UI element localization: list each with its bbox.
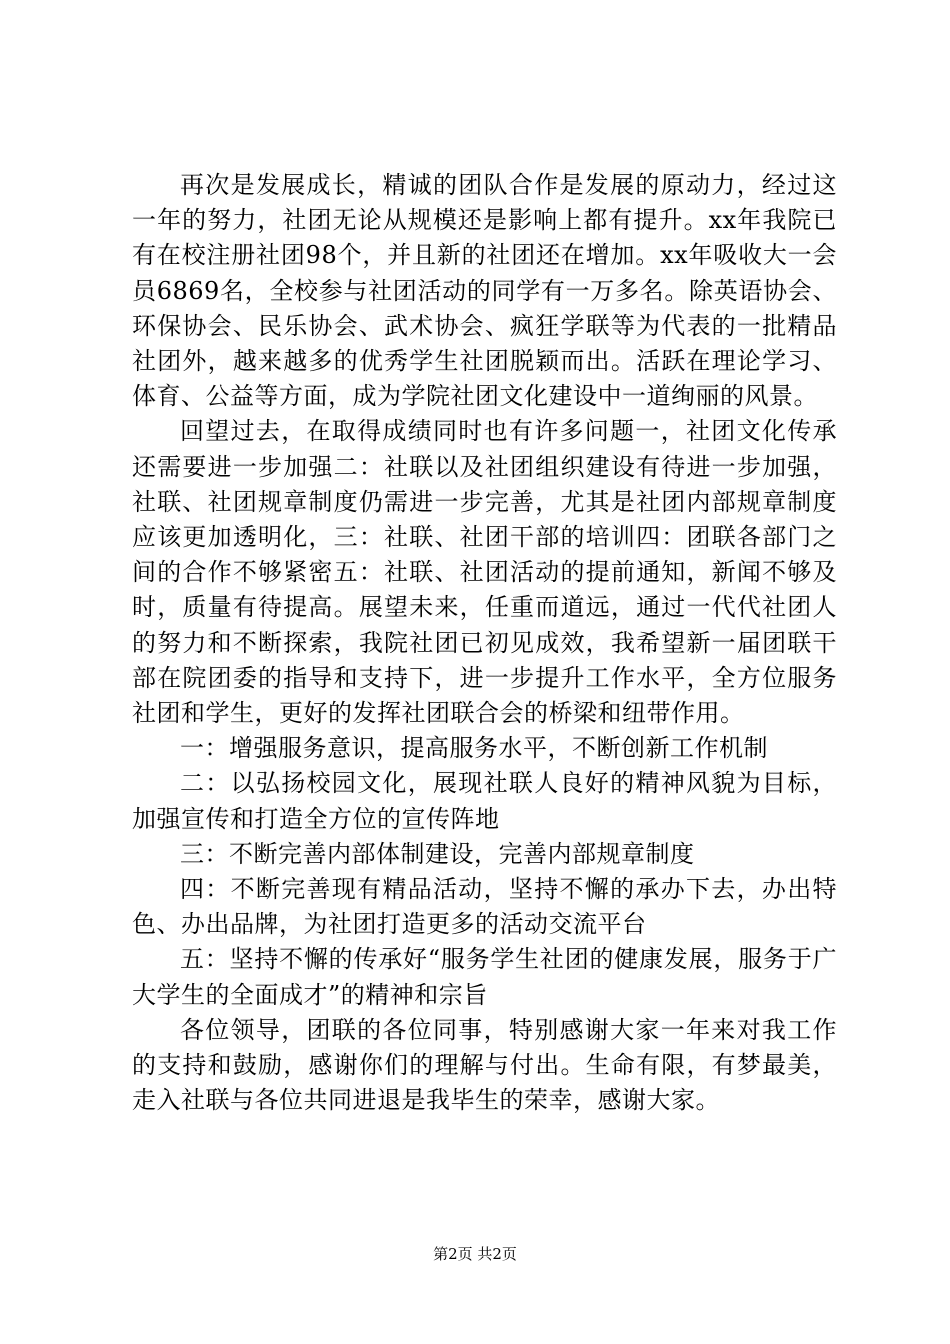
plan-item-four: 四：不断完善现有精品活动，坚持不懈的承办下去，办出特色、办出品牌，为社团打造更多的活动交流平台	[132, 875, 837, 939]
paragraph-growth: 再次是发展成长，精诚的团队合作是发展的原动力，经过这一年的努力，社团无论从规模还是影响上都有提升。xx年我院已有在校注册社团98个，并且新的社团还在增加。xx年吸收大一会员6869名，全校参与社团活动的同学有一万多名。除英语协会、环保协会、民乐协会、武术协会、疯狂学联等为代表的一批精品社团外，越来越多的优秀学生社团脱颖而出。活跃在理论学习、体育、公益等方面，成为学院社团文化建设中一道绚丽的风景。	[132, 171, 837, 411]
paragraph-review: 回望过去，在取得成绩同时也有许多问题一，社团文化传承还需要进一步加强二：社联以及社团组织建设有待进一步加强，社联、社团规章制度仍需进一步完善，尤其是社团内部规章制度应该更加透明化，三：社联、社团干部的培训四：团联各部门之间的合作不够紧密五：社联、社团活动的提前通知，新闻不够及时，质量有待提高。展望未来，任重而道远，通过一代代社团人的努力和不断探索，我院社团已初见成效，我希望新一届团联干部在院团委的指导和支持下，进一步提升工作水平，全方位服务社团和学生，更好的发挥社团联合会的桥梁和纽带作用。	[132, 417, 837, 728]
page-number-footer: 第2页 共2页	[433, 1245, 517, 1263]
plan-item-two: 二：以弘扬校园文化，展现社联人良好的精神风貌为目标，加强宣传和打造全方位的宣传阵地	[132, 769, 837, 833]
document-body	[132, 168, 837, 1118]
plan-item-three: 三：不断完善内部体制建设，完善内部规章制度	[180, 839, 695, 868]
plan-item-five: 五：坚持不懈的传承好“服务学生社团的健康发展，服务于广大学生的全面成才”的精神和宗旨	[132, 945, 837, 1009]
plan-item-one: 一：增强服务意识，提高服务水平，不断创新工作机制	[180, 734, 768, 763]
paragraph-closing: 各位领导，团联的各位同事，特别感谢大家一年来对我工作的支持和鼓励，感谢你们的理解与付出。生命有限，有梦最美，走入社联与各位共同进退是我毕生的荣幸，感谢大家。	[132, 1015, 837, 1115]
